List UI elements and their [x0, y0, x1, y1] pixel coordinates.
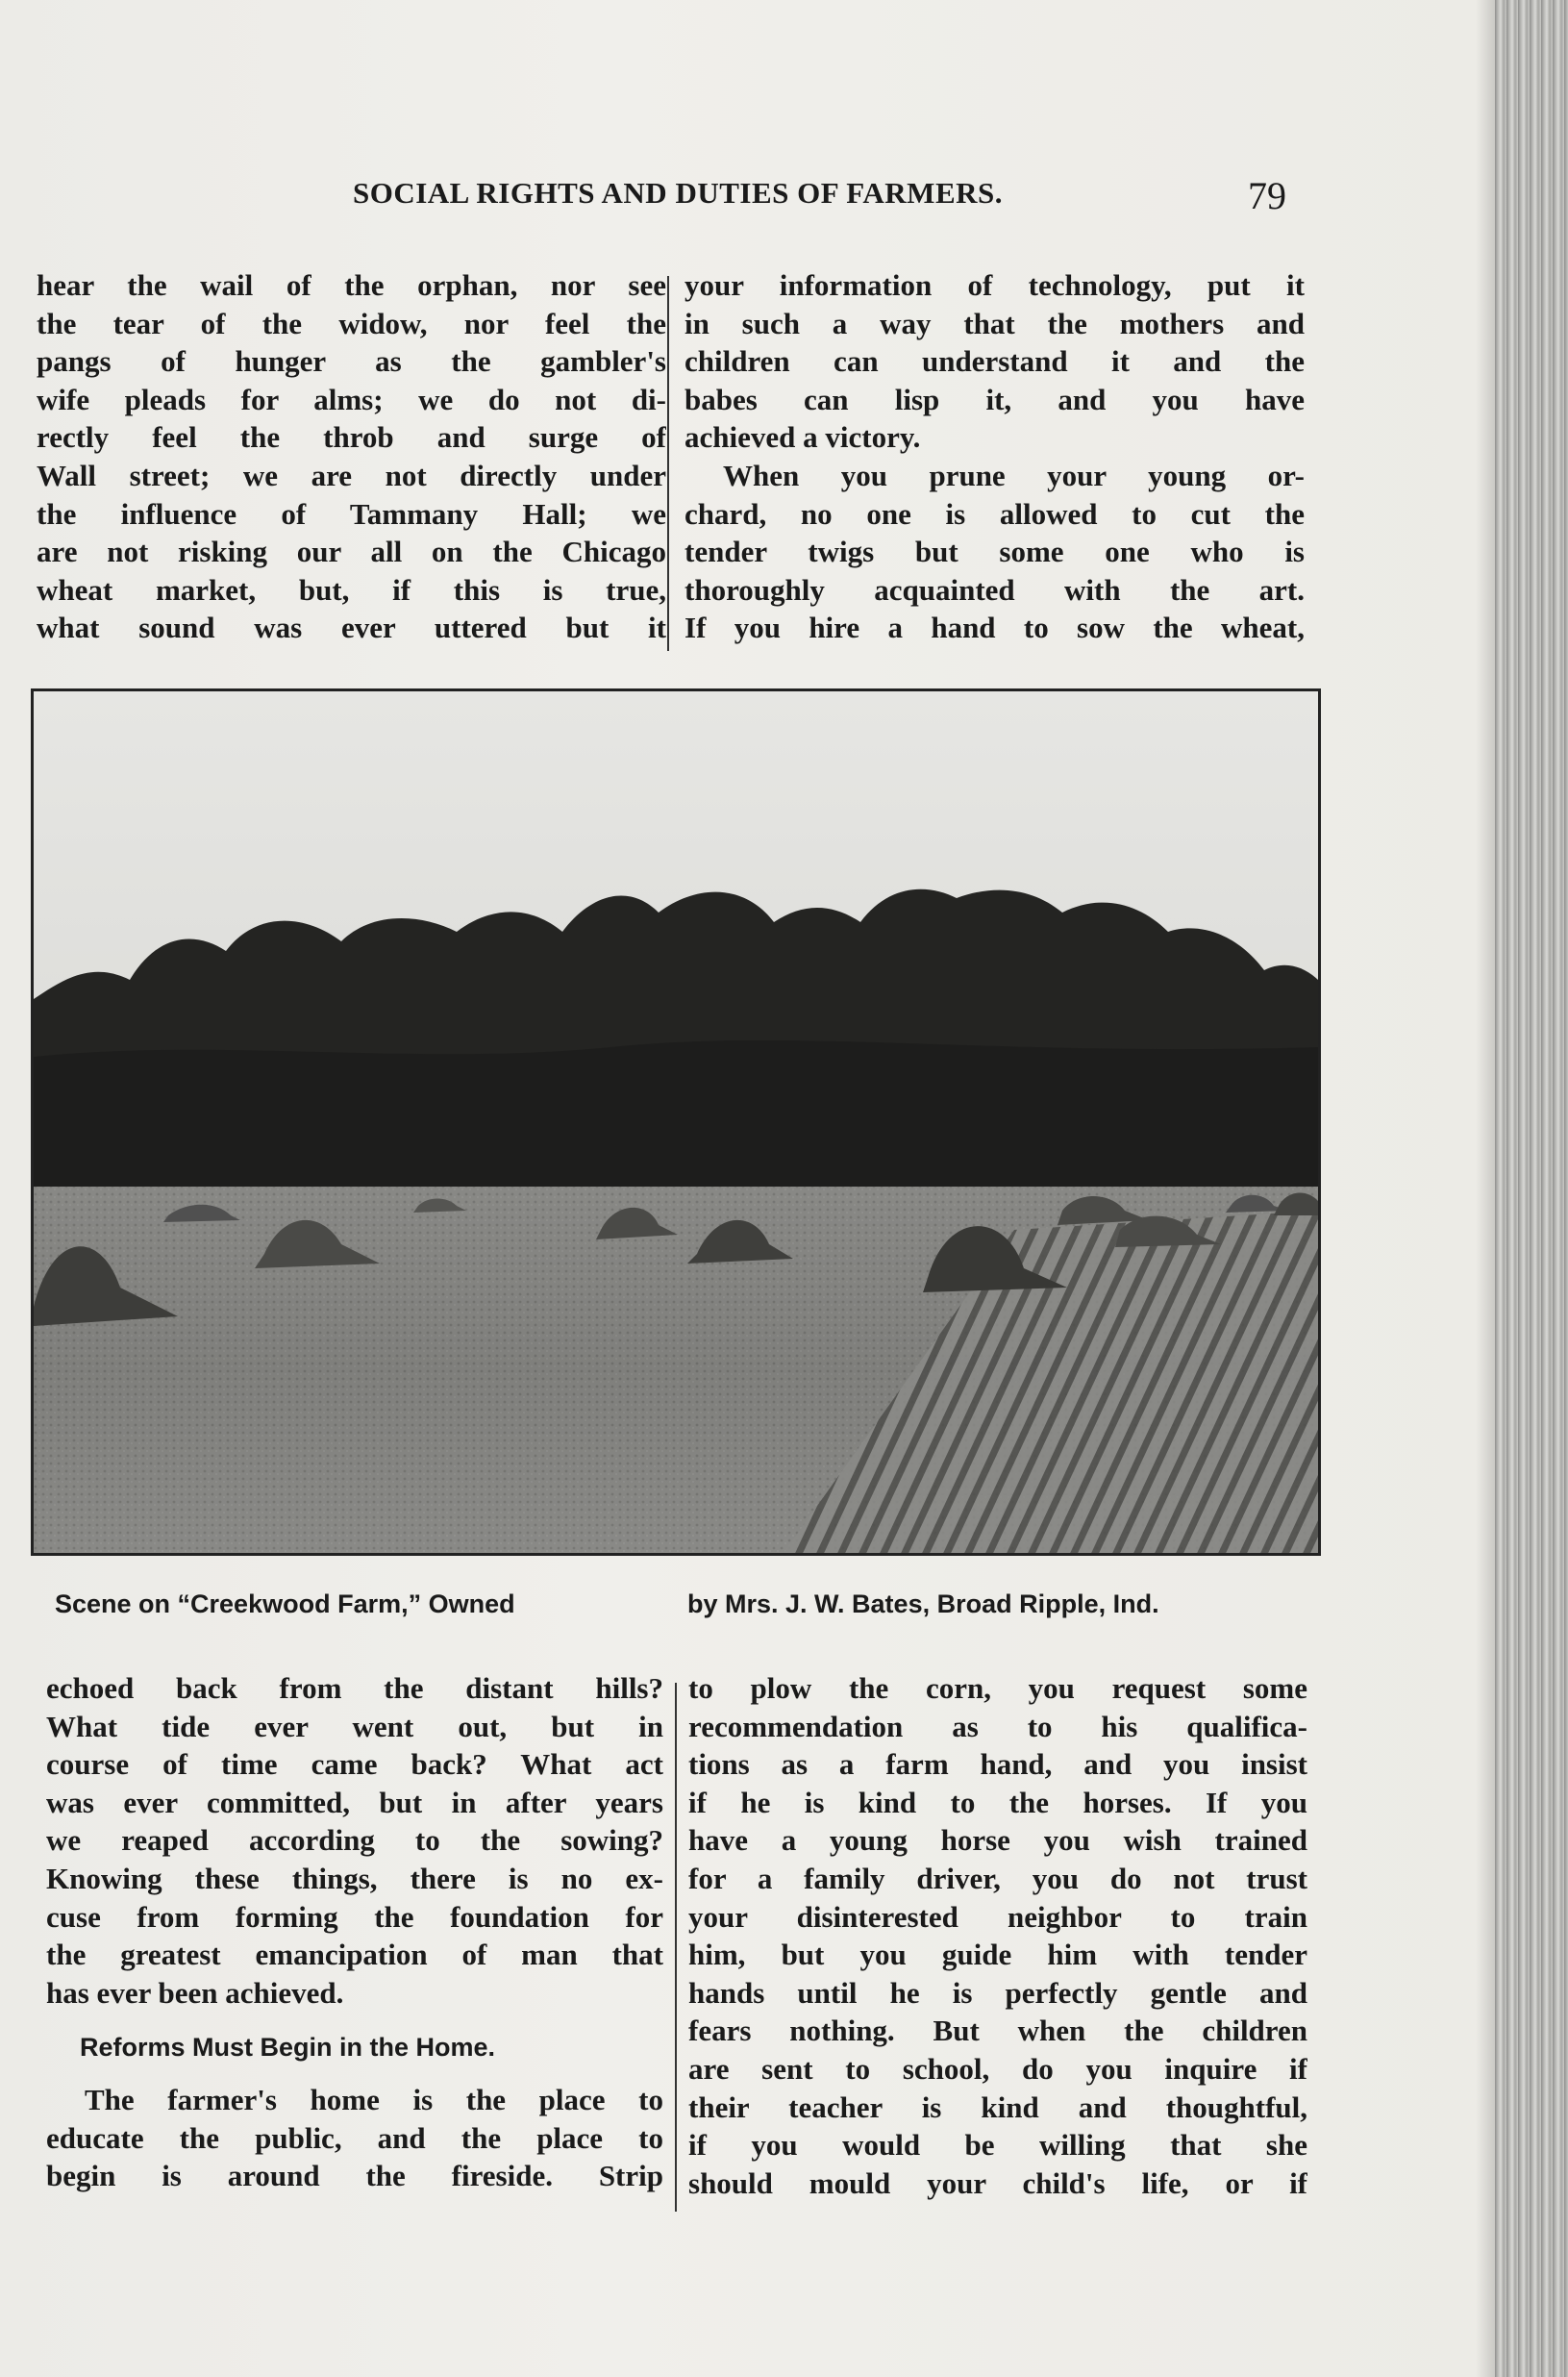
farm-photograph	[31, 688, 1321, 1556]
text-line: children can understand it and the	[684, 344, 1305, 379]
text-line: rectly feel the throb and surge of	[37, 420, 666, 455]
text-line: we reaped according to the sowing?	[46, 1823, 663, 1858]
text-line: your information of technology, put it	[684, 268, 1305, 302]
text-line: course of time came back? What act	[46, 1747, 663, 1782]
text-line: wheat market, but, if this is true,	[37, 572, 666, 607]
text-line: The farmer's home is the place to	[85, 2082, 663, 2116]
page-number: 79	[1248, 174, 1286, 217]
text-line: if you would be willing that she	[688, 2128, 1307, 2163]
text-line: are not risking our all on the Chicago	[37, 535, 666, 569]
text-line: tions as a farm hand, and you insist	[688, 1747, 1307, 1782]
book-page-edges	[1495, 0, 1568, 2377]
text-line: has ever been achieved.	[46, 1975, 344, 2010]
text-line: If you hire a hand to sow the wheat,	[684, 611, 1305, 645]
text-line: what sound was ever uttered but it	[37, 611, 666, 645]
text-line: tender twigs but some one who is	[684, 535, 1305, 569]
text-line: pangs of hunger as the gambler's	[37, 344, 666, 379]
text-line: When you prune your young or-	[723, 458, 1305, 492]
text-line: recommendation as to his qualifica-	[688, 1709, 1307, 1743]
text-line: thoroughly acquainted with the art.	[684, 572, 1305, 607]
text-line: have a young horse you wish trained	[688, 1823, 1307, 1858]
text-line: the greatest emancipation of man that	[46, 1938, 663, 1972]
text-line: Knowing these things, there is no ex-	[46, 1861, 663, 1895]
top-left-column	[37, 266, 666, 647]
text-line: babes can lisp it, and you have	[684, 382, 1305, 416]
text-line: wife pleads for alms; we do not di-	[37, 382, 666, 416]
text-line: to plow the corn, you request some	[688, 1671, 1307, 1705]
text-line: if he is kind to the horses. If you	[688, 1785, 1307, 1819]
bottom-right-column	[688, 1669, 1307, 2202]
section-heading: Reforms Must Begin in the Home.	[80, 2033, 496, 2063]
text-line: in such a way that the mothers and	[684, 306, 1305, 340]
text-line: echoed back from the distant hills?	[46, 1671, 663, 1705]
text-line: for a family driver, you do not trust	[688, 1861, 1307, 1895]
text-line: hear the wail of the orphan, nor see	[37, 268, 666, 302]
text-line: educate the public, and the place to	[46, 2120, 663, 2155]
text-line: are sent to school, do you inquire if	[688, 2051, 1307, 2086]
caption-right: by Mrs. J. W. Bates, Broad Ripple, Ind.	[687, 1589, 1159, 1618]
text-line: chard, no one is allowed to cut the	[684, 496, 1305, 531]
text-line: fears nothing. But when the children	[688, 2014, 1307, 2048]
text-line: Wall street; we are not directly under	[37, 458, 666, 492]
text-line: begin is around the fireside. Strip	[46, 2159, 663, 2193]
top-right-column	[684, 266, 1305, 647]
text-line: cuse from forming the foundation for	[46, 1899, 663, 1934]
text-line: was ever committed, but in after years	[46, 1785, 663, 1819]
running-title: SOCIAL RIGHTS AND DUTIES OF FARMERS.	[352, 176, 1003, 210]
caption-left: Scene on “Creekwood Farm,” Owned	[55, 1589, 515, 1618]
text-line: achieved a victory.	[684, 420, 921, 455]
column-rule	[667, 276, 669, 651]
text-line: your disinterested neighbor to train	[688, 1899, 1307, 1934]
column-rule	[675, 1683, 677, 2212]
text-line: the tear of the widow, nor feel the	[37, 306, 666, 340]
text-line: should mould your child's life, or if	[688, 2165, 1307, 2200]
text-line: the influence of Tammany Hall; we	[37, 496, 666, 531]
text-line: their teacher is kind and thoughtful,	[688, 2089, 1307, 2124]
text-line: him, but you guide him with tender	[688, 1938, 1307, 1972]
text-line: What tide ever went out, but in	[46, 1709, 663, 1743]
bottom-left-column	[46, 1669, 663, 2195]
text-line: hands until he is perfectly gentle and	[688, 1975, 1307, 2010]
